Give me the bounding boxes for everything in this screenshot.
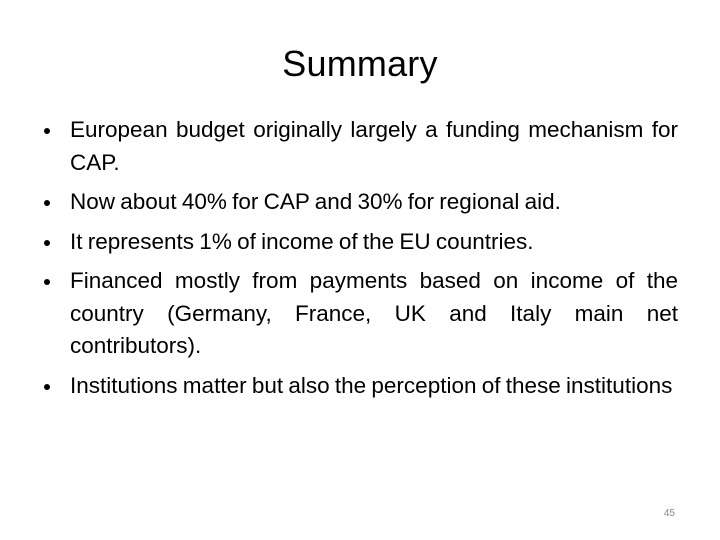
bullet-text: Now about 40% for CAP and 30% for regional aid. [70, 189, 561, 214]
bullet-item [42, 370, 678, 403]
bullet-dot-icon [44, 384, 50, 390]
bullet-dot-icon [44, 128, 50, 134]
bullet-item [42, 265, 678, 363]
bullet-text: Institutions matter but also the perception of these institutions [70, 372, 673, 398]
slide-title: Summary [282, 43, 438, 84]
bullet-text: It represents 1% of income of the EU countries. [70, 228, 534, 254]
bullet-item [42, 186, 678, 219]
page-number: 45 [663, 508, 675, 519]
bullet-dot-icon [44, 240, 50, 246]
bullet-dot-icon [44, 279, 50, 285]
bullet-item [42, 226, 678, 259]
bullet-text: European budget originally largely a funding mechanism for CAP. [70, 117, 678, 175]
bullet-text: Financed mostly from payments based on income of the country (Germany, France, UK and Italy main net contributors). [70, 268, 678, 358]
bullet-list [42, 114, 678, 409]
bullet-dot-icon [44, 200, 50, 206]
bullet-item [42, 114, 678, 179]
